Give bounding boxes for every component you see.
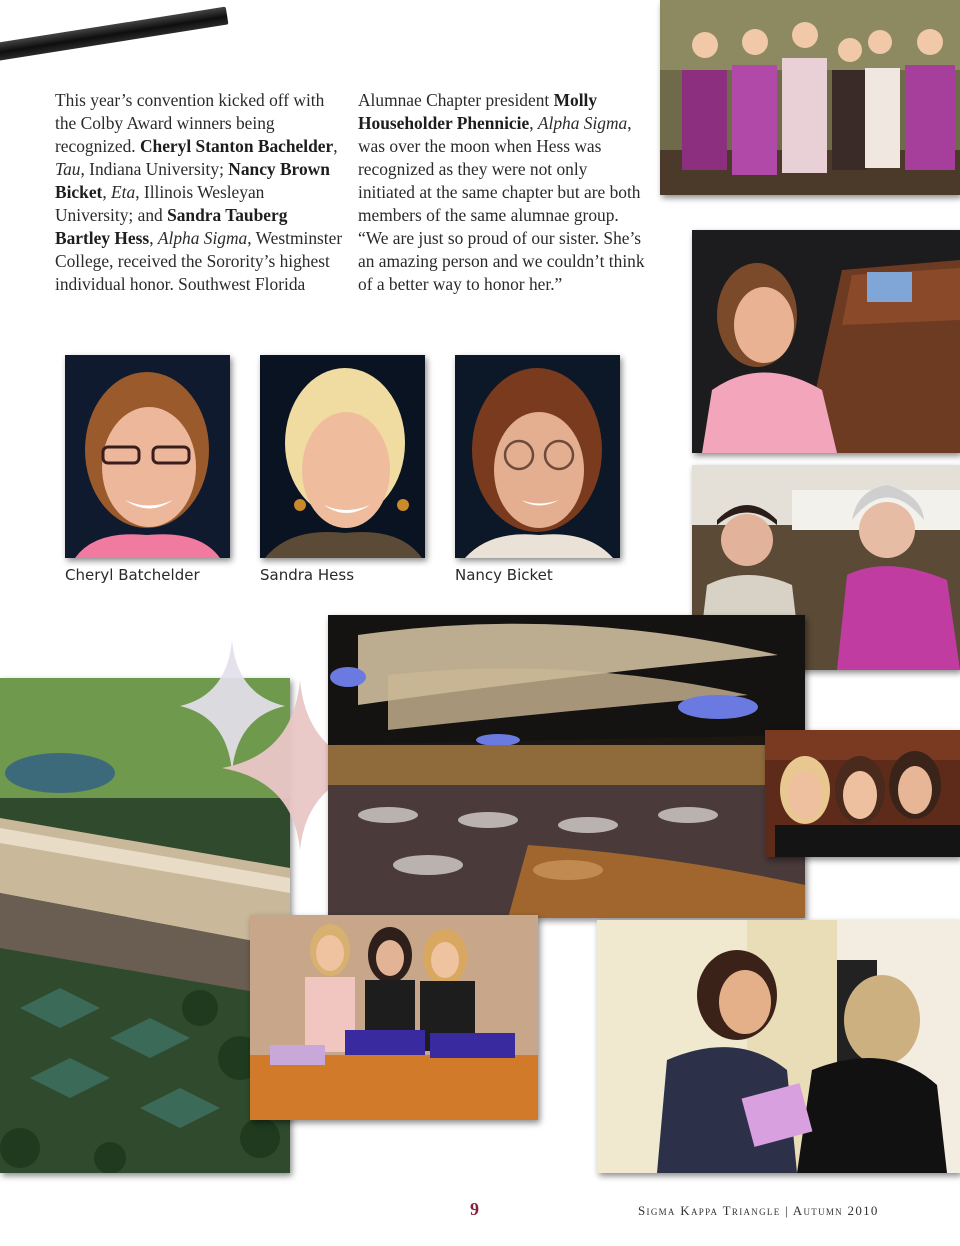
portrait-sandra-hess [260,355,425,558]
chapter-name: Eta [111,182,136,202]
honoree-name: Cheryl Stanton Bachelder [139,136,334,156]
greeting-women-photo [597,920,960,1173]
publication-footer: Sigma Kappa Triangle | Autumn 2010 [638,1203,879,1218]
portrait-caption: Cheryl Batchelder [65,566,200,584]
seated-girls-photo [250,915,538,1120]
chapter-name: Alpha Sigma [157,228,248,248]
portrait-caption: Sandra Hess [260,566,355,584]
chapter-name: Tau [55,159,81,179]
portrait-nancy-bicket [455,355,620,558]
ballroom-photo [328,615,805,918]
chapter-name: Alpha Sigma [537,113,628,133]
portrait-caption: Nancy Bicket [455,566,553,584]
honoree-name: Nancy Brown Bicket [55,159,330,202]
president-name: Molly Householder Phennicie [358,90,598,133]
three-women-photo [765,730,960,857]
honoree-name: Sandra Tauberg Bartley Hess [55,205,288,248]
portrait-cheryl-batchelder [65,355,230,558]
decorative-bar [0,7,228,62]
article-column-1: This year’s convention kicked off with the Colby Award winners being recognized. Cheryl Stanton Bachelder, Tau, Indiana University; Nancy Brown Bicket, Eta, Illinois Wesleyan University; and Sandra Tauberg Bartley Hess, Alpha Sigma, Westminster College, received the Sorority’s highest individual honor. Southwest Florida [55,90,343,294]
page-number: 9 [470,1199,479,1219]
speaker-at-podium-photo [692,230,960,453]
group-photo-women [660,0,960,195]
article-column-2: Alumnae Chapter president Molly Householder Phennicie, Alpha Sigma, was over the moon when Hess was recognized as they were not only initiated at the same chapter but are both members of the same alumnae group. “We are just so proud of our sister. She’s an amazing person and we couldn’t think of a better way to honor her.” [358,90,645,294]
